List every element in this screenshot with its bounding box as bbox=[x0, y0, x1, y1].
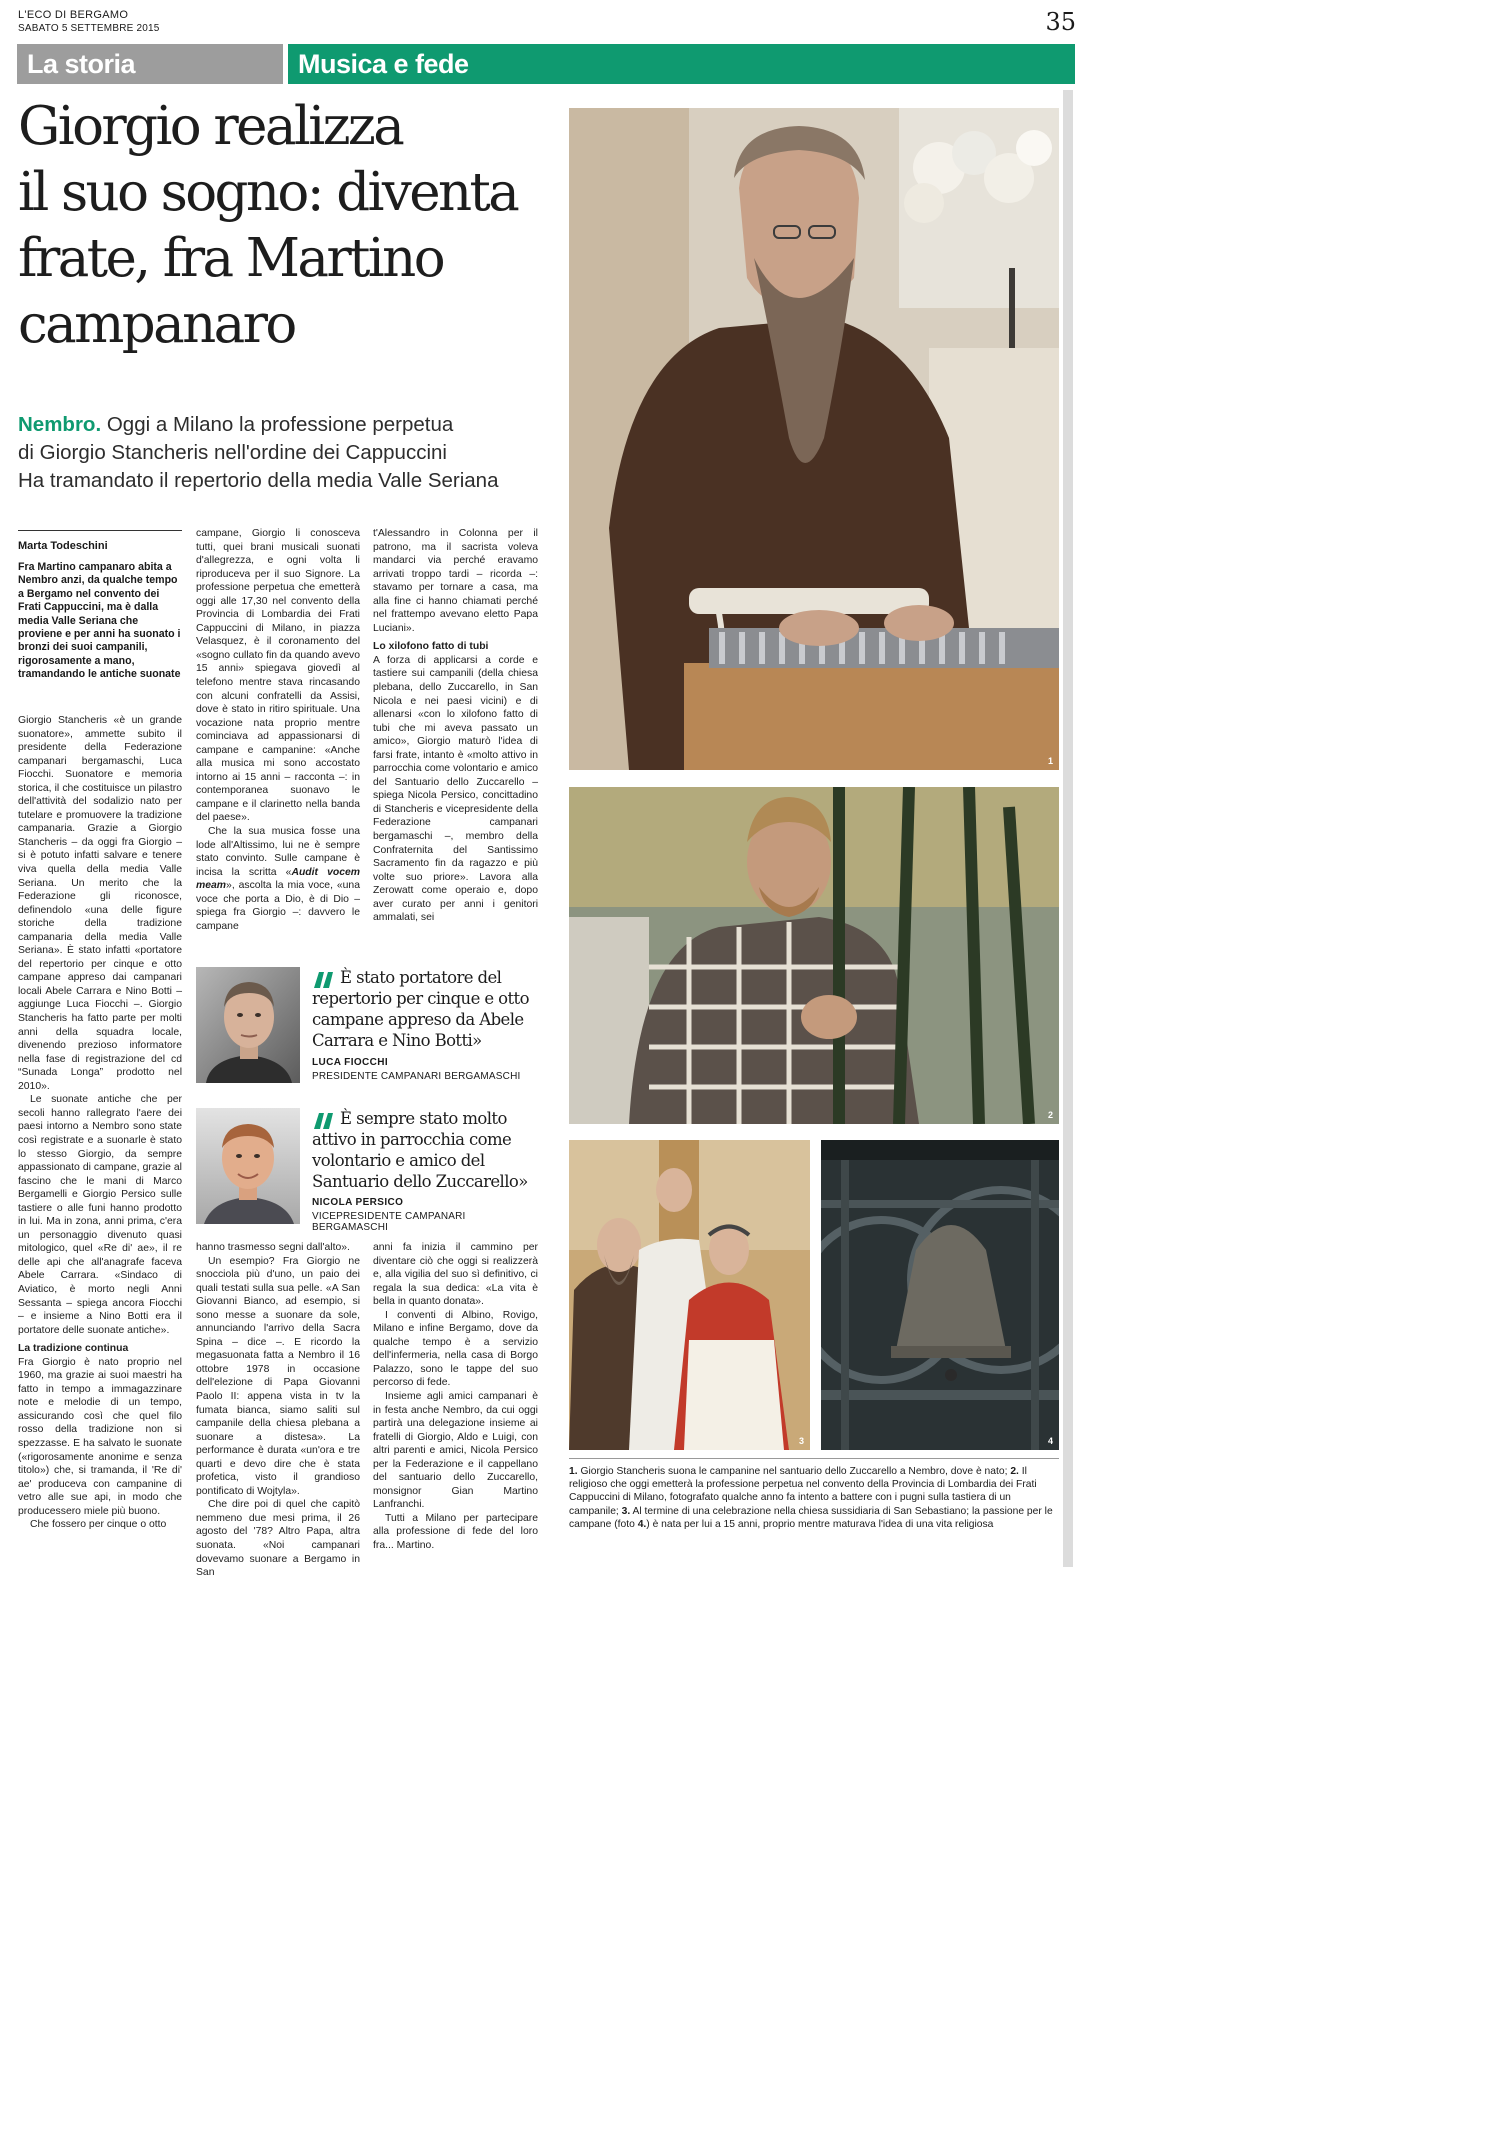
section-label: La storia bbox=[27, 49, 136, 79]
subheading: Lo xilofono fatto di tubi bbox=[373, 641, 489, 653]
headline-line: campanaro bbox=[18, 294, 295, 355]
headline-line: frate, fra Martino bbox=[18, 228, 443, 289]
photo-number: 3 bbox=[798, 1436, 804, 1446]
topic-label: Musica e fede bbox=[298, 49, 469, 79]
pull-quote bbox=[196, 1108, 541, 1233]
photo-celebration bbox=[569, 1140, 810, 1450]
quote-text: È sempre stato molto attivo in parrocchia come volontario e amico del Santuario dello Zuccarello» bbox=[312, 1109, 528, 1191]
photo-3-image bbox=[569, 1140, 810, 1450]
portrait-photo bbox=[196, 967, 300, 1083]
paragraph: hanno trasmesso segni dall'alto». bbox=[196, 1242, 350, 1253]
section-rubric bbox=[17, 44, 1075, 84]
paragraph: anni fa inizia il cammino per diventare ciò che oggi si realizzerà e, alla vigilia del suo sì definitivo, ci regala la sua dedica: «La vita è bella in quanto donata». bbox=[373, 1242, 538, 1308]
article-lead: Fra Martino campanaro abita a Nembro anzi, da qualche tempo a Bergamo nel convento dei Frati Cappuccini, ma è dalla media Valle Seriana che proviene e per anni ha suonato i bronzi dei suoi campanili, rigorosamente a mano, tramandando le antiche suonate bbox=[18, 561, 181, 681]
paragraph: Un esempio? Fra Giorgio ne snocciola più d'uno, un paio dei quali testati sulla sua pelle. «A San Giovanni Bianco, ad esempio, si sono messe a suonare da sole, annunciando l'arrivo della Sacra Spina – dice –. E ricordo la megasuonata fatta a Nembro il 16 ottobre 1978 in occasione dell'elezione di Papa Giovanni Paolo II: appena vista in tv la fumata bianca, siamo saliti sul campanile della chiesa plebana a suonare a distesa». La performance è durata «un'ora e tre quarti e devo dire che è stata profetica, visto il grandioso pontificato di Wojtyla». bbox=[196, 1255, 360, 1497]
photo-4-image bbox=[821, 1140, 1059, 1450]
page-number: 35 bbox=[1045, 8, 1076, 36]
newspaper-name: L'ECO DI BERGAMO bbox=[18, 9, 129, 21]
portrait-image bbox=[196, 1108, 300, 1224]
article-column-3 bbox=[373, 527, 538, 925]
kicker-line: Oggi a Milano la professione perpetua bbox=[101, 413, 454, 436]
paragraph: Tutti a Milano per partecipare alla professione di fede del loro fra... Martino. bbox=[373, 1512, 538, 1552]
paragraph: Giorgio Stancheris «è un grande suonatore», ammette subito il presidente della Federazione campanari bergamaschi, Luca Fiocchi. Suonatore e memoria storica, il che costituisce un pilastro dell'attività del sodalizio nato per tutelare e promuovere la tradizione campanaria. Grazie a Giorgio Stancheris – da oggi fra Giorgio – si è potuto infatti salvare e tenere viva quella della media Valle Seriana. Un merito che la Federazione gli riconosce, definendolo «una delle figure storiche della tradizione campanaria della media Valle Seriana». È stato infatti «portatore del repertorio per cinque e otto campane appreso dai campanari locali Abele Carrara e Nino Botti – aggiunge Luca Fiocchi –. Giorgio Stancheris ha fatto parte per molti anni della squadra locale, divenendo prezioso informatore nella fase di registrazione del cd “Sunada Longa” prodotto nel 2010». bbox=[18, 715, 182, 1092]
article-column-2-continued bbox=[196, 1241, 360, 1580]
issue-date: SABATO 5 SETTEMBRE 2015 bbox=[18, 23, 160, 34]
byline: Marta Todeschini bbox=[18, 540, 108, 552]
photo-1-image bbox=[569, 108, 1059, 770]
portrait-image bbox=[196, 967, 300, 1083]
paragraph: Fra Giorgio è nato proprio nel 1960, ma grazie ai suoi maestri ha fatto in tempo a immagazzinare note e melodie di un tempo, assicurando così che quel filo rosso della tradizione non si spezzasse. E ha salvato le suonate («rigorosamente anonime e senza titolo») che, si tramanda, il 'Re di' ae' produceva con campanine di vetro alle sue api, in modo che producessero miele più buono. bbox=[18, 1356, 182, 1517]
photo-caption: 1. Giorgio Stancheris suona le campanine nel santuario dello Zuccarello a Nembro, dove è nato; 2. Il religioso che oggi emetterà la professione perpetua nel convento della Provincia di Lombardia dei Frati Cappuccini di Milano, fotografato qualche anno fa intento a battere con i pugni sulla tastiera di un campanile; 3. Al termine di una celebrazione nella chiesa sussidiaria di San Sebastiano; la passione per le campane (foto 4.) è nata per lui a 15 anni, proprio mentre maturava l'idea di una vita religiosa bbox=[569, 1466, 1053, 1530]
paragraph: Che fossero per cinque o otto bbox=[30, 1519, 167, 1531]
paragraph: t'Alessandro in Colonna per il patrono, ma il sacrista voleva mandarci via perché eravamo arrivati troppo tardi – ricorda –: stavamo per tornare a casa, ma alla fine ci hanno chiamati perché nel frattempo avevano eletto Papa Luciani». bbox=[373, 528, 538, 634]
paragraph: Insieme agli amici campanari è in festa anche Nembro, da cui oggi partirà una delegazione insieme ai fratelli di Giorgio, Aldo e Luigi, con altri parenti e amici, Nicola Persico per la Federazione e il cappellano del santuario dello Zuccarello, monsignor Gian Martino Lanfranchi. bbox=[373, 1391, 538, 1511]
quote-text: È stato portatore del repertorio per cinque e otto campane appreso da Abele Carrara e Nino Botti» bbox=[312, 968, 529, 1050]
paragraph: Che dire poi di quel che capitò nemmeno due mesi prima, il 26 agosto del '78? Altro Papa, altra suonata. «Noi campanari dovevamo suonare a Bergamo in San bbox=[196, 1499, 360, 1579]
paragraph: Le suonate antiche che per secoli hanno rallegrato l'aere dei paesi intorno a Nembro sono state così registrate e a suonarle è stato lo stesso Giorgio, da sempre appassionato di campane, grazie al fascino che le mani di Marco Bergamelli e Giorgio Persico sulle tastiere o alle funi hanno prodotto in lui. Ma in zona, anni prima, c'era un personaggio divenuto quasi mitologico, quel «Re di' ae», il re delle api che all'anagrafe faceva Abele Carrara. «Sindaco di Aviatico, è morto negli Anni Sessanta – spiega ancora Fiocchi – e insieme a Nino Botti era il portatore delle suonate antiche». bbox=[18, 1094, 182, 1336]
headline-line: il suo sogno: diventa bbox=[18, 162, 518, 223]
photo-number: 1 bbox=[1047, 756, 1053, 766]
photo-number: 2 bbox=[1047, 1110, 1053, 1120]
article-column-1 bbox=[18, 714, 182, 1532]
photo-bell-tower bbox=[821, 1140, 1059, 1450]
article-kicker bbox=[18, 411, 566, 495]
quote-author: NICOLA PERSICO bbox=[312, 1197, 404, 1208]
portrait-photo bbox=[196, 1108, 300, 1224]
paragraph: Che la sua musica fosse una lode all'Altissimo, lui ne è sempre stato convinto. Sulle campane è incisa la scritta «Audit vocem meam», ascolta la mia voce, «una voce che porta a Dio, è di Dio – spiega fra Giorgio –: davvero le campane bbox=[196, 826, 360, 932]
photo-friar-playing-chimes bbox=[569, 108, 1059, 770]
quote-author: LUCA FIOCCHI bbox=[312, 1057, 389, 1068]
subheading: La tradizione continua bbox=[18, 1343, 129, 1355]
dateline-place: Nembro. bbox=[18, 413, 102, 436]
headline-line: Giorgio realizza bbox=[18, 96, 403, 157]
caption-rule bbox=[569, 1458, 1059, 1459]
paragraph: A forza di applicarsi a corde e tastiere sui campanili (della chiesa plebana, dello Zuccarello, in San Nicola e nei paesi vicini) e di allenarsi «con lo xilofono fatto di tubi che mi aveva passato un amico», Giorgio maturò l'idea di farsi frate, intanto è «molto attivo in parrocchia come volontario e amico del Santuario dello Zuccarello – spiega Nicola Persico, concittadino di Stancheris e vicepresidente della Federazione campanari bergamaschi –, membro della Confraternita del Santissimo Sacramento fin da ragazzo e più volte suo priore». Lavora alla Zerowatt come operaio e, dopo aver curato per anni i genitori ammalati, sei bbox=[373, 654, 538, 924]
kicker-line: di Giorgio Stancheris nell'ordine dei Cappuccini bbox=[18, 441, 447, 464]
article-column-2 bbox=[196, 527, 360, 933]
byline-rule bbox=[18, 530, 182, 531]
quote-author-role: PRESIDENTE CAMPANARI BERGAMASCHI bbox=[312, 1071, 521, 1082]
page-edge-shade bbox=[1063, 90, 1073, 1567]
article-column-3-continued bbox=[373, 1241, 538, 1553]
paragraph: I conventi di Albino, Rovigo, Milano e infine Bergamo, dove da qualche tempo è a servizio dell'infermeria, nella casa di Borgo Palazzo, sono le tappe del suo percorso di fede. bbox=[373, 1309, 538, 1389]
article-headline bbox=[18, 94, 566, 358]
paragraph: campane, Giorgio li conosceva tutti, quei brani musicali suonati d'allegrezza, e ogni volta li riproduceva per il suo Signore. La professione perpetua che emetterà oggi alle 17,30 nel convento della Provincia di Lombardia dei Frati Cappuccini di Milano, in piazza Velasquez, è il coronamento del «sogno cullato fin da quando avevo 15 anni» spiegava giovedì al telefono mentre stava rincasando con alcuni confratelli da Assisi, dove è stato in ritiro spirituale. Una vocazione nata proprio mentre cominciava ad appassionarsi di campane e campanine: «Anche alla musica mi sono accostato intorno ai 15 anni – racconta –: in contemporanea suonavo le campane e il clarinetto nella banda del paese». bbox=[196, 528, 360, 824]
photo-bell-keyboard bbox=[569, 787, 1059, 1124]
kicker-line: Ha tramandato il repertorio della media Valle Seriana bbox=[18, 469, 499, 492]
photo-number: 4 bbox=[1047, 1436, 1053, 1446]
photo-2-image bbox=[569, 787, 1059, 1124]
pull-quote bbox=[196, 967, 541, 1085]
quote-author-role: VICEPRESIDENTE CAMPANARI BERGAMASCHI bbox=[312, 1211, 466, 1233]
